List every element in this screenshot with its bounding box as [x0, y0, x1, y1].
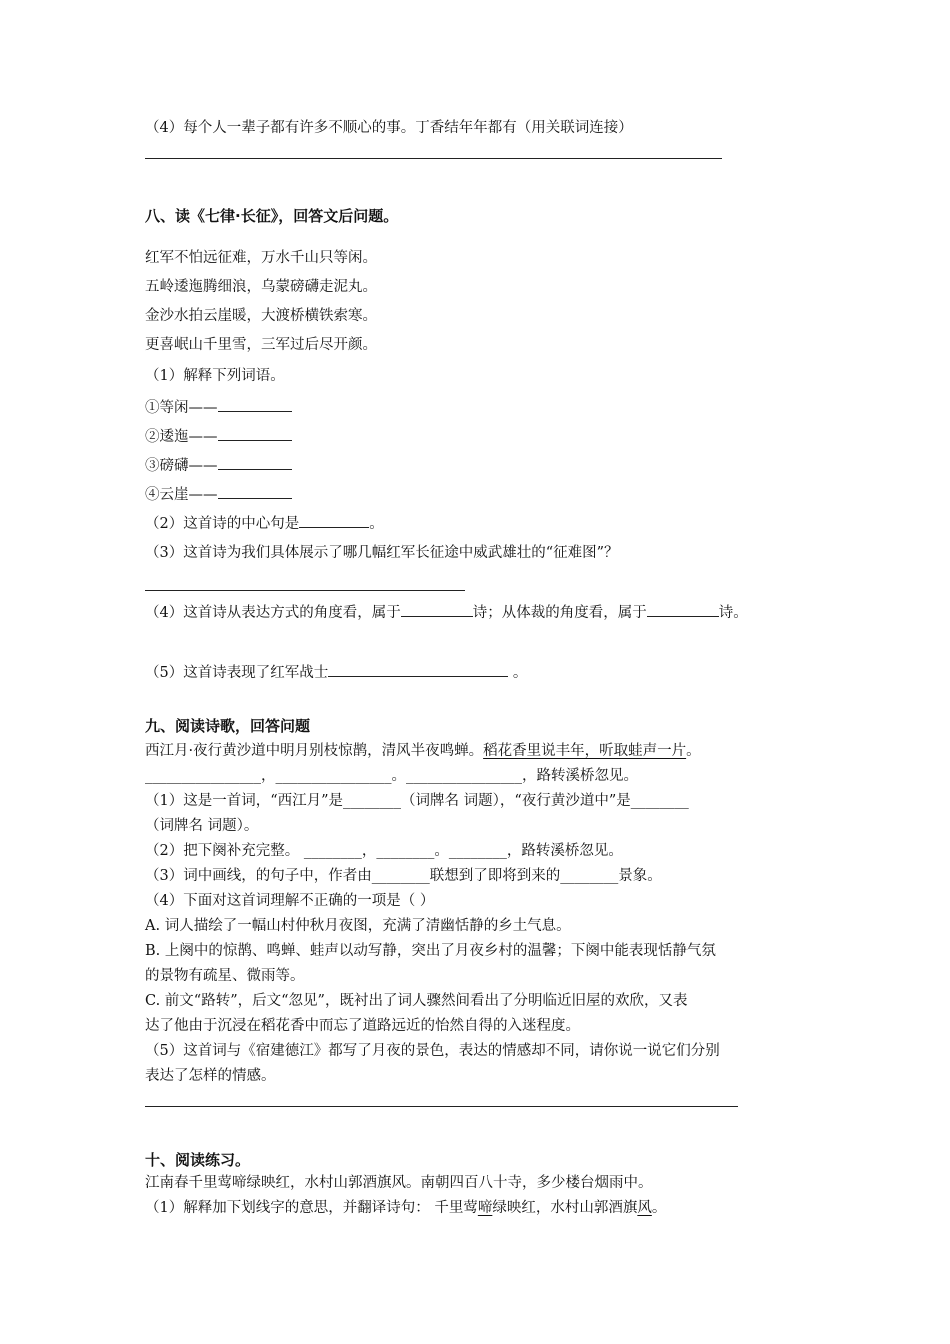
underlined-char: 啼	[477, 1200, 493, 1216]
sec9-question-1-cont: （词牌名 词题）。	[145, 818, 259, 834]
sec8-question-4: （4）这首诗从表达方式的角度看，属于 诗；从体裁的角度看，属于 诗。	[145, 601, 748, 623]
sec10-question-1: （1）解释加下划线字的意思，并翻译诗句： 千里莺啼绿映红，水村山郭酒旗风。	[145, 1200, 667, 1216]
sec9-poem-blanks: ________________，________________。________________，路转溪桥忽见。	[145, 768, 638, 784]
sec9-question-5-cont: 表达了怎样的情感。	[145, 1068, 276, 1084]
poem-line: 五岭逶迤腾细浪，乌蒙磅礴走泥丸。	[145, 279, 377, 295]
option-a: A. 词人描绘了一幅山村仲秋月夜图，充满了清幽恬静的乡土气息。	[145, 918, 571, 934]
word-item: ④云崖——	[145, 483, 292, 505]
answer-line	[145, 590, 465, 591]
option-b: B. 上阕中的惊鹊、鸣蝉、蛙声以动写静，突出了月夜乡村的温馨；下阕中能表现恬静气氛	[145, 943, 716, 959]
sec9-question-3: （3）词中画线，的句子中，作者由________联想到了即将到来的________景象。	[145, 868, 662, 884]
answer-blank[interactable]	[299, 512, 369, 528]
answer-blank[interactable]	[218, 483, 292, 499]
underlined-char: 风	[637, 1200, 652, 1216]
answer-blank[interactable]	[218, 425, 292, 441]
answer-line	[145, 1106, 738, 1107]
sec9-question-1: （1）这是一首词，“西江月”是________（词牌名 词题），“夜行黄沙道中”是________	[145, 793, 689, 809]
underlined-sentence: 稻花香里说丰年，听取蛙声一片	[483, 743, 687, 759]
option-b-cont: 的景物有疏星、微雨等。	[145, 968, 305, 984]
poem-line: 红军不怕远征难，万水千山只等闲。	[145, 250, 377, 266]
sec8-question-2: （2）这首诗的中心句是 。	[145, 512, 384, 534]
poem-line: 金沙水拍云崖暖，大渡桥横铁索寒。	[145, 308, 377, 324]
answer-blank[interactable]	[328, 661, 508, 677]
sec10-poem: 江南春千里莺啼绿映红，水村山郭酒旗风。南朝四百八十寺，多少楼台烟雨中。	[145, 1175, 653, 1191]
sec9-question-5: （5）这首词与《宿建德江》都写了月夜的景色，表达的情感却不同，请你说一说它们分别	[145, 1043, 720, 1059]
word-item: ①等闲——	[145, 396, 292, 418]
sec9-title: 九、阅读诗歌，回答问题	[145, 717, 311, 735]
word-item: ②逶迤——	[145, 425, 292, 447]
answer-blank[interactable]	[218, 454, 292, 470]
sec8-question-1: （1）解释下列词语。	[145, 368, 285, 384]
answer-line	[145, 158, 722, 159]
sec8-question-5: （5）这首诗表现了红军战士 。	[145, 661, 527, 683]
sec10-title: 十、阅读练习。	[145, 1151, 251, 1169]
word-item: ③磅礴——	[145, 454, 292, 476]
option-c-cont: 达了他由于沉浸在稻花香中而忘了道路远近的怡然自得的入迷程度。	[145, 1018, 580, 1034]
sec9-question-4: （4）下面对这首词理解不正确的一项是（ ）	[145, 893, 435, 909]
sec8-title: 八、读《七律·长征》，回答文后问题。	[145, 207, 399, 225]
option-c: C. 前文“路转”，后文“忽见”，既衬出了词人骤然间看出了分明临近旧屋的欢欣，又表	[145, 993, 688, 1009]
sec7-question-4: （4）每个人一辈子都有许多不顺心的事。丁香结年年都有（用关联词连接）	[145, 120, 633, 136]
sec8-question-3: （3）这首诗为我们具体展示了哪几幅红军长征途中威武雄壮的“征难图”？	[145, 545, 619, 561]
poem-line: 更喜岷山千里雪，三军过后尽开颜。	[145, 337, 377, 353]
answer-blank[interactable]	[401, 601, 473, 617]
answer-blank[interactable]	[647, 601, 719, 617]
answer-blank[interactable]	[218, 396, 292, 412]
sec9-question-2: （2）把下阕补充完整。 ________，________。________，路转溪桥忽见。	[145, 843, 623, 859]
sec9-poem: 西江月·夜行黄沙道中明月别枝惊鹊，清风半夜鸣蝉。稻花香里说丰年，听取蛙声一片。	[145, 743, 701, 759]
